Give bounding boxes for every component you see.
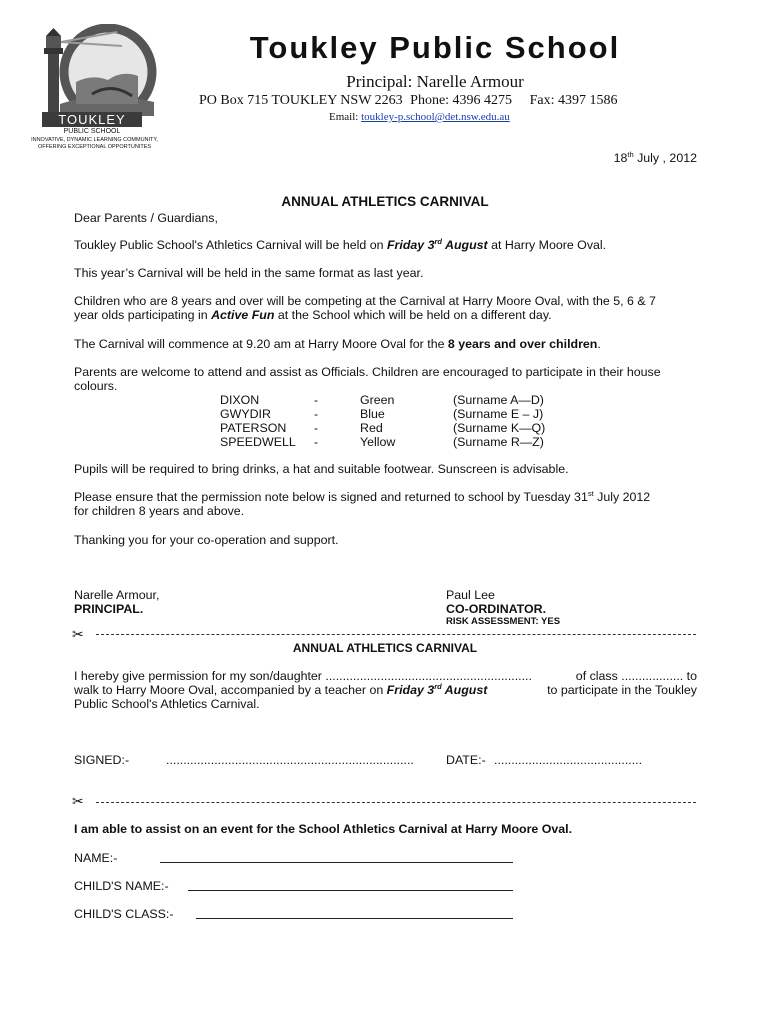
house-row xyxy=(220,407,560,421)
slip-l1a: I hereby give permission for my son/daughter xyxy=(74,669,326,683)
date-day: 18 xyxy=(613,151,628,165)
class-blank[interactable]: of class .................. to xyxy=(575,669,697,683)
letter-date xyxy=(614,151,697,165)
house-name: PATERSON xyxy=(220,421,287,435)
address: PO Box 715 TOUKLEY NSW 2263 xyxy=(199,93,403,108)
fax: Fax: 4397 1586 xyxy=(529,93,618,108)
paragraph-8: Thanking you for your co-operation and support. xyxy=(74,533,339,547)
slip-month: August xyxy=(441,683,488,697)
email-label: Email: xyxy=(329,111,359,123)
lighthouse-emblem-icon xyxy=(22,24,167,124)
house-separator: - xyxy=(314,421,319,435)
house-range: (Surname K—Q) xyxy=(453,421,546,435)
school-logo xyxy=(22,24,167,154)
slip-date: Friday 3 xyxy=(386,683,435,697)
p3-active-fun: Active Fun xyxy=(211,308,275,322)
p7-text: Please ensure that the permission note below is signed and returned to school by Tuesday 31 xyxy=(74,490,588,504)
houses-table xyxy=(220,393,560,449)
house-row xyxy=(220,421,560,435)
paragraph-5 xyxy=(74,365,661,393)
paragraph-1 xyxy=(74,238,606,252)
signed-label: SIGNED:- xyxy=(74,753,130,767)
slip-line-2 xyxy=(74,683,697,697)
slip-l2d: to participate in the Toukley xyxy=(547,683,697,697)
date-field[interactable]: ........................................... xyxy=(494,753,643,767)
scissors-icon: ✂ xyxy=(72,793,84,809)
cut-line xyxy=(96,802,696,803)
name-field[interactable] xyxy=(160,862,513,863)
p5-line-2: colours. xyxy=(74,379,118,393)
p4-bold: 8 years and over children xyxy=(447,337,598,351)
p4-text: The Carnival will commence at 9.20 am at Harry Moore Oval for the xyxy=(74,337,448,351)
house-row xyxy=(220,393,560,407)
house-colour: Yellow xyxy=(360,435,396,449)
house-row xyxy=(220,435,560,449)
house-separator: - xyxy=(314,407,319,421)
p4-end: . xyxy=(597,337,601,351)
house-range: (Surname E – J) xyxy=(453,407,544,421)
scissors-icon: ✂ xyxy=(72,626,84,642)
assist-heading: I am able to assist on an event for the School Athletics Carnival at Harry Moore Oval. xyxy=(74,822,573,836)
paragraph-2: This year’s Carnival will be held in the same format as last year. xyxy=(74,266,424,280)
date-rest: July , 2012 xyxy=(633,151,697,165)
logo-subtitle: PUBLIC SCHOOL xyxy=(63,128,121,135)
p7-line-1 xyxy=(74,490,650,504)
p7-date: July 2012 xyxy=(593,490,651,504)
p3-line-2 xyxy=(74,308,704,322)
slip-sup: rd xyxy=(434,681,442,691)
child-name-blank[interactable]: ............................................................ xyxy=(325,669,532,683)
logo-name-box: TOUKLEY xyxy=(42,112,142,127)
child-class-label: CHILD'S CLASS:- xyxy=(74,907,174,921)
risk-assessment-note: RISK ASSESSMENT: YES xyxy=(446,616,561,627)
p3-l2a: year olds participating in xyxy=(74,308,212,322)
slip-title: ANNUAL ATHLETICS CARNIVAL xyxy=(292,641,478,655)
child-class-field[interactable] xyxy=(196,918,513,919)
child-name-label: CHILD'S NAME:- xyxy=(74,879,169,893)
paragraph-7 xyxy=(74,490,650,518)
date-label: DATE:- xyxy=(446,753,486,767)
slip-l2a: walk to Harry Moore Oval, accompanied by a teacher on xyxy=(74,683,387,697)
house-range: (Surname A—D) xyxy=(453,393,544,407)
p7-line-2: for children 8 years and above. xyxy=(74,504,245,518)
name-label: NAME:- xyxy=(74,851,118,865)
p1-month: August xyxy=(442,238,488,252)
principal-name: Narelle Armour, xyxy=(74,588,160,602)
logo-tagline-1: INNOVATIVE, DYNAMIC LEARNING COMMUNITY, xyxy=(31,137,158,143)
greeting: Dear Parents / Guardians, xyxy=(74,211,218,225)
principal-line: Principal: Narelle Armour xyxy=(346,72,524,91)
p3-l2c: at the School which will be held on a different day. xyxy=(274,308,552,322)
coordinator-role: CO-ORDINATOR. xyxy=(446,602,547,616)
signed-field[interactable]: ........................................................................ xyxy=(166,753,414,767)
address-line xyxy=(199,93,617,109)
house-colour: Red xyxy=(360,421,383,435)
house-separator: - xyxy=(314,393,319,407)
house-name: SPEEDWELL xyxy=(220,435,296,449)
phone: Phone: 4396 4275 xyxy=(410,93,513,108)
house-name: DIXON xyxy=(220,393,260,407)
coordinator-name: Paul Lee xyxy=(446,588,495,602)
house-colour: Blue xyxy=(360,407,385,421)
p3-line-1: Children who are 8 years and over will be competing at the Carnival at Harry Moore Oval, with the 5, 6 & 7 xyxy=(74,294,656,308)
p1-date: Friday 3 xyxy=(386,238,435,252)
p5-line-1: Parents are welcome to attend and assist as Officials. Children are encouraged to participate in their house xyxy=(74,365,661,379)
email-line xyxy=(329,111,510,123)
p7-sup: st xyxy=(587,488,594,498)
school-name: Toukley Public School xyxy=(249,30,621,65)
house-name: GWYDIR xyxy=(220,407,271,421)
signature-coordinator xyxy=(446,588,560,628)
house-range: (Surname R—Z) xyxy=(453,435,544,449)
slip-line-1 xyxy=(74,669,697,683)
signature-principal xyxy=(74,588,159,616)
child-name-field[interactable] xyxy=(188,890,513,891)
slip-permission xyxy=(74,669,697,711)
p1-sup: rd xyxy=(434,236,443,246)
paragraph-4 xyxy=(74,337,601,351)
paragraph-3 xyxy=(74,294,704,322)
paragraph-6: Pupils will be required to bring drinks, a hat and suitable footwear. Sunscreen is advisable. xyxy=(74,462,569,476)
p1-venue: at Harry Moore Oval. xyxy=(487,238,607,252)
logo-tagline-2: OFFERING EXCEPTIONAL OPPORTUNITES xyxy=(37,144,152,150)
slip-line-3: Public School's Athletics Carnival. xyxy=(74,697,260,711)
house-separator: - xyxy=(314,435,319,449)
principal-role: PRINCIPAL. xyxy=(74,602,144,616)
letter-title: ANNUAL ATHLETICS CARNIVAL xyxy=(281,194,489,209)
p1-text: Toukley Public School's Athletics Carnival will be held on xyxy=(74,238,387,252)
cut-line xyxy=(96,634,696,635)
date-suffix: th xyxy=(627,149,634,159)
email-link[interactable]: toukley-p.school@det.nsw.edu.au xyxy=(361,111,510,123)
house-colour: Green xyxy=(360,393,395,407)
